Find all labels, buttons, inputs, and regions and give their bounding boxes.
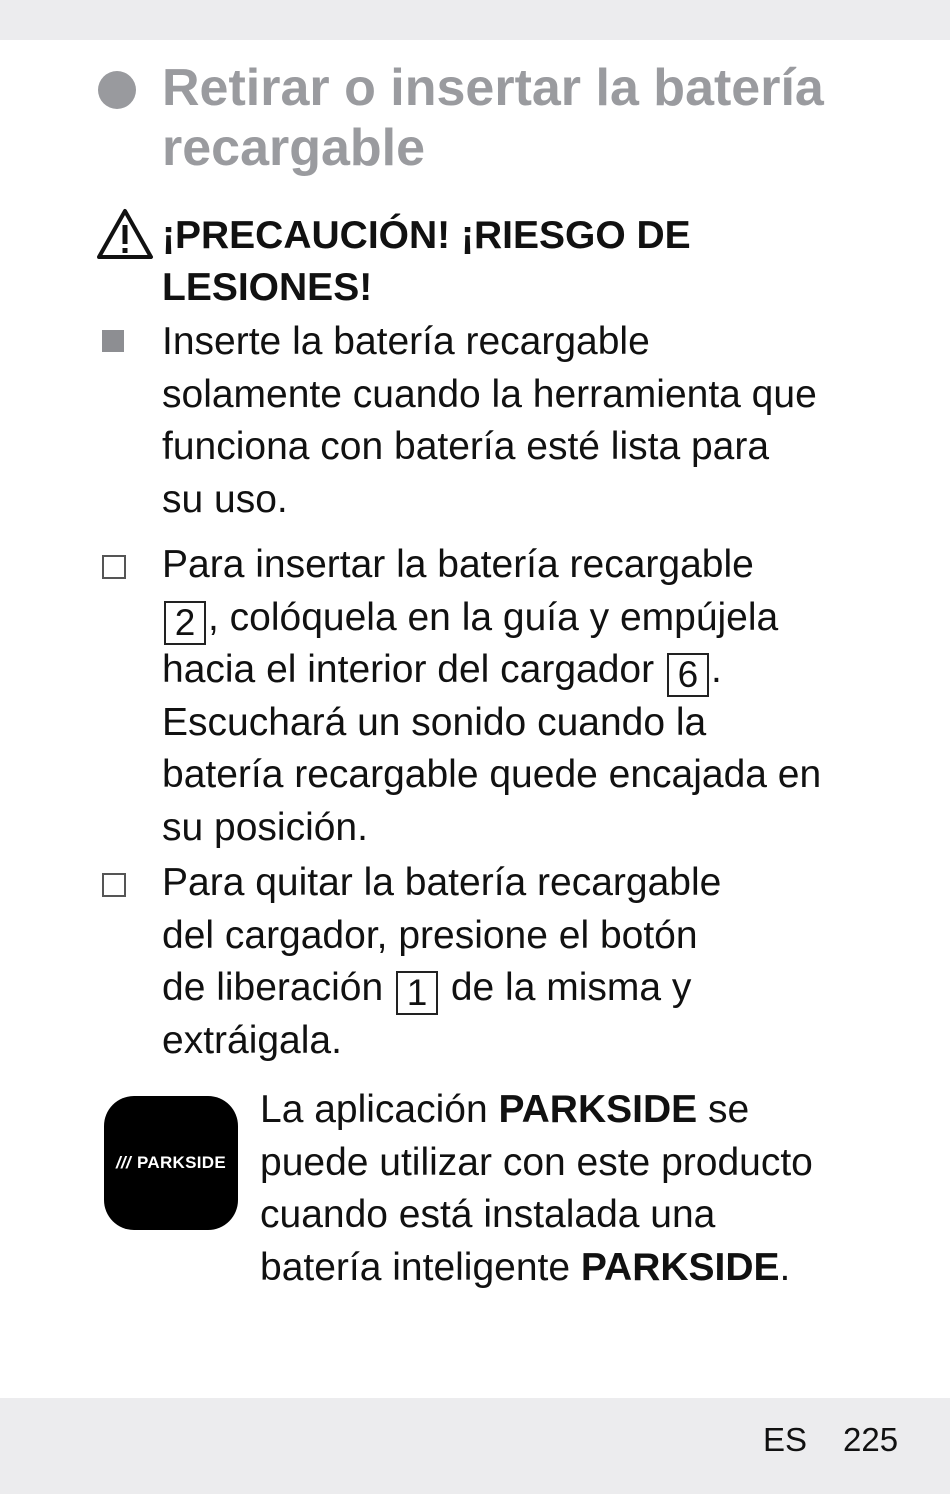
- step2-line-2: del cargador, presione el botón: [162, 913, 698, 957]
- step1-line-6: su posición.: [162, 805, 368, 849]
- heading-line-2: recargable: [162, 119, 426, 177]
- warning-title: [162, 210, 862, 314]
- warning-triangle-icon: [96, 208, 154, 260]
- footer-language: ES: [763, 1421, 808, 1458]
- note-line: funciona con batería esté lista para: [162, 425, 770, 468]
- heading-line-1: Retirar o insertar la batería: [162, 59, 824, 117]
- step2-line-4: extráigala.: [162, 1018, 342, 1062]
- app-icon-slashes: ///: [115, 1153, 132, 1172]
- step-checkbox-icon: [102, 555, 126, 579]
- step2-line-3-end: de la misma y: [439, 966, 692, 1009]
- warning-line-1: ¡PRECAUCIÓN! ¡RIESGO DE: [162, 214, 691, 257]
- step1-line-5: batería recargable quede encajada en: [162, 753, 822, 796]
- app-brand-bold: PARKSIDE: [498, 1088, 698, 1131]
- step2-line-1: Para quitar la batería recargable: [162, 861, 722, 904]
- note-paragraph: [162, 316, 922, 526]
- note-line: solamente cuando la herramienta que: [162, 372, 817, 416]
- app-icon-label: [116, 1153, 226, 1173]
- app-icon-brand: PARKSIDE: [137, 1153, 227, 1172]
- heading-bullet-dot: [98, 71, 136, 109]
- step1-line-1: Para insertar la batería recargable: [162, 543, 754, 586]
- app-line-1-text: La aplicación: [260, 1088, 499, 1131]
- footer-band: [0, 1398, 950, 1494]
- warning-line-2: LESIONES!: [162, 266, 373, 309]
- reference-number-box: 1: [396, 971, 438, 1015]
- app-line-3: cuando está instalada una: [260, 1193, 716, 1236]
- app-line-4: [260, 1242, 920, 1295]
- section-heading: [162, 58, 922, 178]
- step2-line-3: [162, 962, 922, 1015]
- step1-line-3-end: .: [710, 648, 722, 691]
- step-insert-paragraph: [162, 539, 922, 854]
- app-info-paragraph: [260, 1084, 920, 1294]
- step2-line-3-text: de liberación: [162, 966, 394, 1009]
- app-line-1: [260, 1084, 920, 1137]
- note-line: Inserte la batería recargable: [162, 320, 650, 363]
- app-line-2: puede utilizar con este producto: [260, 1140, 813, 1184]
- top-band: [0, 0, 950, 40]
- app-line-4-text: batería inteligente: [260, 1245, 581, 1289]
- step1-line-2: [162, 592, 922, 645]
- step-checkbox-icon: [102, 873, 126, 897]
- step1-line-3: [162, 644, 922, 697]
- filled-square-bullet-icon: [102, 330, 124, 352]
- step1-line-3-text: hacia el interior del cargador: [162, 648, 665, 691]
- step-remove-paragraph: [162, 857, 922, 1067]
- reference-number-box: 6: [667, 653, 709, 697]
- app-line-1-end: se: [697, 1088, 750, 1131]
- step1-line-4: Escuchará un sonido cuando la: [162, 700, 707, 744]
- page-number: 225: [843, 1421, 899, 1458]
- note-line: su uso.: [162, 477, 288, 521]
- parkside-app-icon: [104, 1096, 238, 1230]
- reference-number-box: 2: [164, 601, 206, 645]
- app-brand-bold: PARKSIDE: [580, 1245, 780, 1289]
- step1-line-2-text: , colóquela en la guía y empújela: [208, 595, 779, 639]
- app-line-4-end: .: [779, 1245, 791, 1289]
